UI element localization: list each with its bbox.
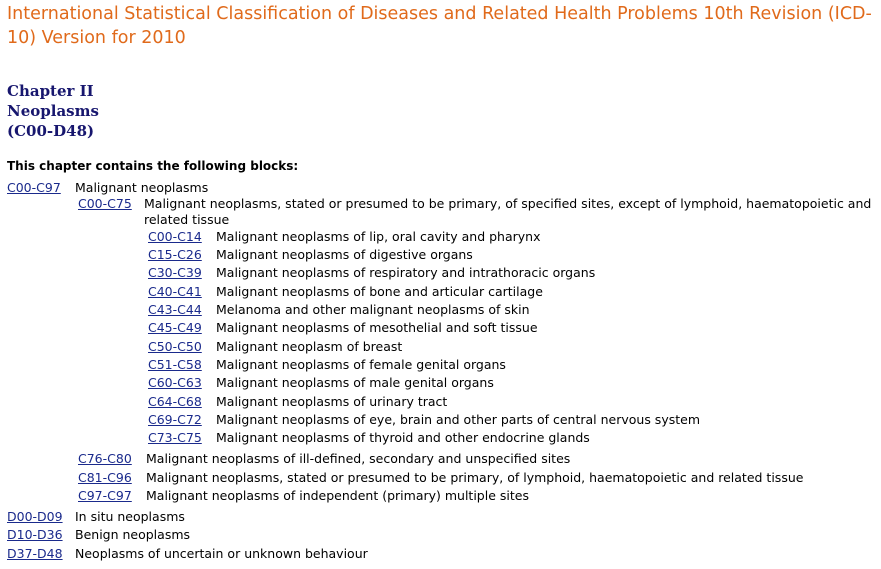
- block-title: Malignant neoplasm of breast: [216, 339, 403, 354]
- block-title: Malignant neoplasms of respiratory and intrathoracic organs: [216, 265, 596, 280]
- block-link-d37-d48[interactable]: D37-D48: [7, 546, 63, 561]
- block-title: Malignant neoplasms: [75, 180, 209, 195]
- chapter-range: (C00-D48): [7, 122, 95, 140]
- block-title: Malignant neoplasms of lip, oral cavity and pharynx: [216, 229, 541, 244]
- block-link-c69-c72[interactable]: C69-C72: [148, 412, 202, 427]
- block-link-c00-c14[interactable]: C00-C14: [148, 229, 202, 244]
- block-link-c60-c63[interactable]: C60-C63: [148, 375, 202, 390]
- block-title: Malignant neoplasms of eye, brain and other parts of central nervous system: [216, 412, 700, 427]
- list-item: [7, 509, 185, 525]
- block-link-c76-c80[interactable]: C76-C80: [78, 451, 132, 466]
- block-link-c50-c50[interactable]: C50-C50: [148, 339, 202, 354]
- block-title: Malignant neoplasms of thyroid and other endocrine glands: [216, 430, 590, 445]
- block-link-c81-c96[interactable]: C81-C96: [78, 470, 132, 485]
- block-title: Malignant neoplasms of independent (primary) multiple sites: [146, 488, 529, 503]
- list-item: [148, 339, 402, 355]
- list-item: [148, 357, 506, 373]
- block-title: Benign neoplasms: [75, 527, 191, 542]
- list-item: [148, 375, 494, 391]
- list-item: [148, 412, 700, 428]
- list-item: [7, 527, 190, 543]
- chapter-heading: [7, 81, 99, 141]
- list-item: [148, 284, 543, 300]
- block-title: Malignant neoplasms of ill-defined, secondary and unspecified sites: [146, 451, 571, 466]
- block-link-c00-c97[interactable]: C00-C97: [7, 180, 61, 195]
- block-link-c97-c97[interactable]: C97-C97: [78, 488, 132, 503]
- block-link-c30-c39[interactable]: C30-C39: [148, 265, 202, 280]
- block-title: Malignant neoplasms, stated or presumed to be primary, of lymphoid, haematopoietic and related tissue: [146, 470, 804, 485]
- block-link-c45-c49[interactable]: C45-C49: [148, 320, 202, 335]
- block-title: Malignant neoplasms of male genital organs: [216, 375, 494, 390]
- block-title: Melanoma and other malignant neoplasms of skin: [216, 302, 530, 317]
- list-item: [7, 180, 208, 196]
- list-item: [148, 430, 590, 446]
- chapter-number: Chapter II: [7, 82, 94, 100]
- block-link-c00-c75[interactable]: C00-C75: [78, 196, 132, 211]
- list-item: [7, 546, 368, 562]
- list-item: [78, 470, 803, 486]
- list-item: [148, 229, 541, 245]
- list-item: [148, 247, 473, 263]
- block-title: Malignant neoplasms of female genital organs: [216, 357, 506, 372]
- list-item: [148, 302, 530, 318]
- block-title: Malignant neoplasms of mesothelial and soft tissue: [216, 320, 538, 335]
- block-title: Neoplasms of uncertain or unknown behaviour: [75, 546, 368, 561]
- block-link-c73-c75[interactable]: C73-C75: [148, 430, 202, 445]
- list-item: [78, 488, 529, 504]
- block-title: Malignant neoplasms of urinary tract: [216, 394, 448, 409]
- block-title: Malignant neoplasms of digestive organs: [216, 247, 473, 262]
- list-item: [148, 265, 595, 281]
- page-title: International Statistical Classification of Diseases and Related Health Problems 10th Revision (ICD-10) Version for 2010: [7, 4, 872, 48]
- block-link-d00-d09[interactable]: D00-D09: [7, 509, 63, 524]
- block-link-c15-c26[interactable]: C15-C26: [148, 247, 202, 262]
- block-link-c40-c41[interactable]: C40-C41: [148, 284, 202, 299]
- block-link-d10-d36[interactable]: D10-D36: [7, 527, 63, 542]
- block-link-c51-c58[interactable]: C51-C58: [148, 357, 202, 372]
- chapter-name: Neoplasms: [7, 102, 99, 120]
- block-title: Malignant neoplasms, stated or presumed to be primary, of specified sites, except of lymphoid, haematopoietic and related tissue: [144, 196, 872, 227]
- block-title: In situ neoplasms: [75, 509, 185, 524]
- list-item: [78, 196, 878, 228]
- list-item: [148, 394, 447, 410]
- block-link-c43-c44[interactable]: C43-C44: [148, 302, 202, 317]
- blocks-intro: This chapter contains the following blocks:: [7, 159, 299, 173]
- list-item: [78, 451, 570, 467]
- list-item: [148, 320, 538, 336]
- block-link-c64-c68[interactable]: C64-C68: [148, 394, 202, 409]
- block-title: Malignant neoplasms of bone and articular cartilage: [216, 284, 543, 299]
